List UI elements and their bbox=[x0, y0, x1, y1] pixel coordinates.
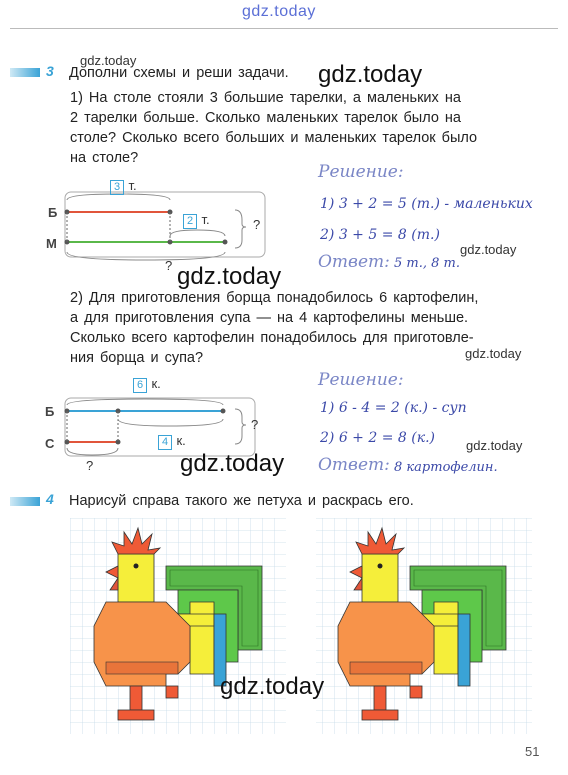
answer-box-top: 3 т. bbox=[110, 177, 137, 195]
task3-heading: Дополни схемы и реши задачи. bbox=[69, 65, 289, 81]
solution1-step1: 1) 3 + 2 = 5 (т.) - маленьких bbox=[320, 196, 533, 212]
label-soup: С bbox=[45, 436, 55, 451]
solution2-title: Решение: bbox=[318, 370, 404, 390]
p2-line2: а для приготовления супа — на 4 картофелины меньше. bbox=[70, 310, 469, 326]
p2-line3: Сколько всего картофелин понадобилось для приготовле- bbox=[70, 330, 474, 346]
p1-line3: столе? Сколько всего больших и маленьких тарелок было bbox=[70, 130, 478, 146]
top-rule bbox=[10, 28, 558, 29]
solution1-answer: 5 т., 8 т. bbox=[394, 256, 460, 271]
watermark: gdz.today bbox=[318, 61, 423, 88]
solution1-answer-label: Ответ: bbox=[318, 252, 390, 272]
label-big: Б bbox=[48, 205, 58, 220]
solution2-answer-label: Ответ: bbox=[318, 455, 390, 475]
question-total: ? bbox=[251, 417, 259, 432]
answer-box-mid: 2 т. bbox=[183, 211, 210, 229]
watermark-top: gdz.today bbox=[242, 3, 316, 20]
watermark: gdz.today bbox=[180, 450, 285, 477]
watermark: gdz.today bbox=[460, 242, 517, 257]
watermark: gdz.today bbox=[177, 263, 282, 290]
scheme-frame bbox=[65, 192, 265, 257]
watermark: gdz.today bbox=[80, 53, 137, 68]
solution2-step1: 1) 6 - 4 = 2 (к.) - суп bbox=[320, 400, 467, 416]
p2-line4: ния борща и супа? bbox=[70, 350, 204, 366]
question-sum: ? bbox=[165, 258, 173, 273]
task3-number: 3 bbox=[46, 63, 54, 79]
solution2-answer: 8 картофелин. bbox=[394, 460, 498, 475]
watermark: gdz.today bbox=[466, 438, 523, 453]
answer-box-top: 6 к. bbox=[133, 375, 161, 393]
task4-heading: Нарисуй справа такого же петуха и раскрась его. bbox=[69, 493, 414, 509]
answer-box-mid: 4 к. bbox=[158, 432, 186, 450]
rooster-drawing-area bbox=[70, 518, 540, 736]
page-number: 51 bbox=[525, 744, 540, 759]
p1-line1: 1) На столе стояли 3 большие тарелки, а маленьких на bbox=[70, 90, 461, 106]
task-marker-bar bbox=[10, 497, 40, 506]
question-soup: ? bbox=[86, 458, 94, 473]
p1-line4: на столе? bbox=[70, 150, 139, 166]
question-total: ? bbox=[253, 217, 261, 232]
label-small: М bbox=[46, 236, 57, 251]
solution1-step2: 2) 3 + 5 = 8 (т.) bbox=[320, 227, 440, 243]
p1-line2: 2 тарелки больше. Сколько маленьких тарелок было на bbox=[70, 110, 461, 126]
task-marker-bar bbox=[10, 68, 40, 77]
task4-number: 4 bbox=[46, 491, 54, 507]
watermark: gdz.today bbox=[465, 346, 522, 361]
watermark: gdz.today bbox=[220, 673, 325, 700]
solution1-title: Решение: bbox=[318, 162, 404, 182]
p2-line1: 2) Для приготовления борща понадобилось 6 картофелин, bbox=[70, 290, 479, 306]
solution2-step2: 2) 6 + 2 = 8 (к.) bbox=[320, 430, 435, 446]
label-borscht: Б bbox=[45, 404, 55, 419]
